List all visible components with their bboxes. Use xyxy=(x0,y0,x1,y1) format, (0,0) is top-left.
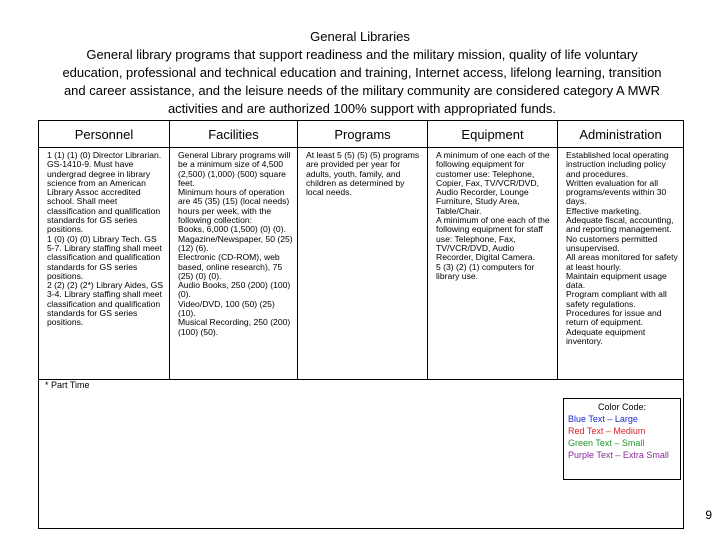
admin-item-9: Procedures for issue and return of equipment. xyxy=(566,308,662,328)
facilities-item-7: Video/DVD, 100 (50) (25) (10). xyxy=(178,298,275,319)
legend-blue: Blue Text – Large xyxy=(568,414,638,424)
programs-header: Programs xyxy=(298,121,427,148)
programs-cell xyxy=(298,148,427,197)
facilities-item-2: Minimum hours of operation are 45 (35) (15) (local needs) hours per week, with the following collection: xyxy=(178,187,290,226)
personnel-cell xyxy=(39,148,169,328)
personnel-item-3: 2 (2) (2) (2*) Library Aides, GS 3-4. Library staffing shall meet classification and qualification standards for GS series positions. xyxy=(47,280,164,328)
personnel-item-1: 1 (1) (1) (0) Director Librarian. GS-1410-9. Must have undergrad degree in library science from an American Library Assoc accredited school. Shall meet classification and qualification standards for GS series positions. xyxy=(47,150,162,235)
legend-red: Red Text – Medium xyxy=(568,426,646,436)
admin-item-10: Adequate equipment inventory. xyxy=(566,326,646,346)
equipment-item-3: 5 (3) (2) (1) computers for library use. xyxy=(436,261,535,281)
equipment-item-2: A minimum of one each of the following equipment for staff use: Telephone, Fax, TV/VCR/DVD, Audio Recorder, Digital Camera. xyxy=(436,215,550,263)
admin-item-4: Adequate fiscal, accounting, and reporting management. xyxy=(566,215,674,235)
facilities-item-4: Magazine/Newspaper, 50 (25) (12) (6). xyxy=(178,233,293,253)
facilities-item-6: Audio Books, 250 (200) (100) (0). xyxy=(178,280,291,300)
admin-item-7: Maintain equipment usage data. xyxy=(566,270,667,291)
programs-item: At least 5 (5) (5) (5) programs are provided per year for adults, youth, family, and children as determined by local needs. xyxy=(306,150,420,198)
legend-purple: Purple Text – Extra Small xyxy=(568,450,669,460)
admin-item-1: Established local operating instruction including policy and procedures. xyxy=(566,150,669,179)
facilities-item-8: Musical Recording, 250 (200) (100) (50). xyxy=(178,317,291,337)
personnel-column xyxy=(39,121,169,379)
facilities-item-5: Electronic (CD-ROM), web based, online research), 75 (25) (0) (0). xyxy=(178,252,283,281)
admin-item-2: Written evaluation for all programs/events within 30 days. xyxy=(566,177,667,207)
admin-item-6: All areas monitored for safety at least hourly. xyxy=(566,252,678,272)
equipment-header: Equipment xyxy=(428,121,557,148)
facilities-item-1: General Library programs will be a minimum size of 4,500 (2,500) (1,000) (500) square feet. xyxy=(178,150,291,188)
slide-title: General Libraries xyxy=(310,29,410,44)
facilities-column xyxy=(169,121,297,379)
admin-item-3: Effective marketing. xyxy=(566,205,642,216)
color-code-legend xyxy=(563,398,681,480)
administration-header: Administration xyxy=(558,121,683,148)
equipment-item-1: A minimum of one each of the following equipment for customer use: Telephone, Copier, Fax, TV/VCR/DVD, Audio Recorder, Lounge Furniture, Study Area, Table/Chair. xyxy=(436,150,550,216)
personnel-header: Personnel xyxy=(39,121,169,148)
standards-table xyxy=(38,120,684,529)
admin-item-5: No customers permitted unsupervised. xyxy=(566,233,658,253)
description: General library programs that support readiness and the military mission, quality of life voluntary education, professional and technical education and training, Internet access, lifelong learning, transition and career assistance, and the leisure needs of the military community are considered category A MWR activities and are authorized 100% support with appropriated funds. xyxy=(62,47,662,116)
facilities-header: Facilities xyxy=(170,121,297,148)
personnel-item-2: 1 (0) (0) (0) Library Tech. GS 5-7. Library staffing shall meet classification and qualification standards for GS series positions. xyxy=(47,233,162,281)
page-number: 9 xyxy=(705,508,712,522)
admin-item-8: Program compliant with all safety regulations. xyxy=(566,289,667,309)
equipment-column xyxy=(427,121,557,379)
footnote: * Part Time xyxy=(45,380,90,390)
table-divider xyxy=(39,379,683,380)
administration-cell xyxy=(558,148,683,346)
legend-green: Green Text – Small xyxy=(568,438,645,448)
equipment-cell xyxy=(428,148,557,281)
legend-title: Color Code: xyxy=(597,402,647,412)
administration-column xyxy=(557,121,683,379)
facilities-cell xyxy=(170,148,297,337)
facilities-item-3: Books, 6,000 (1,500) (0) (0). xyxy=(178,224,286,235)
programs-column xyxy=(297,121,427,379)
